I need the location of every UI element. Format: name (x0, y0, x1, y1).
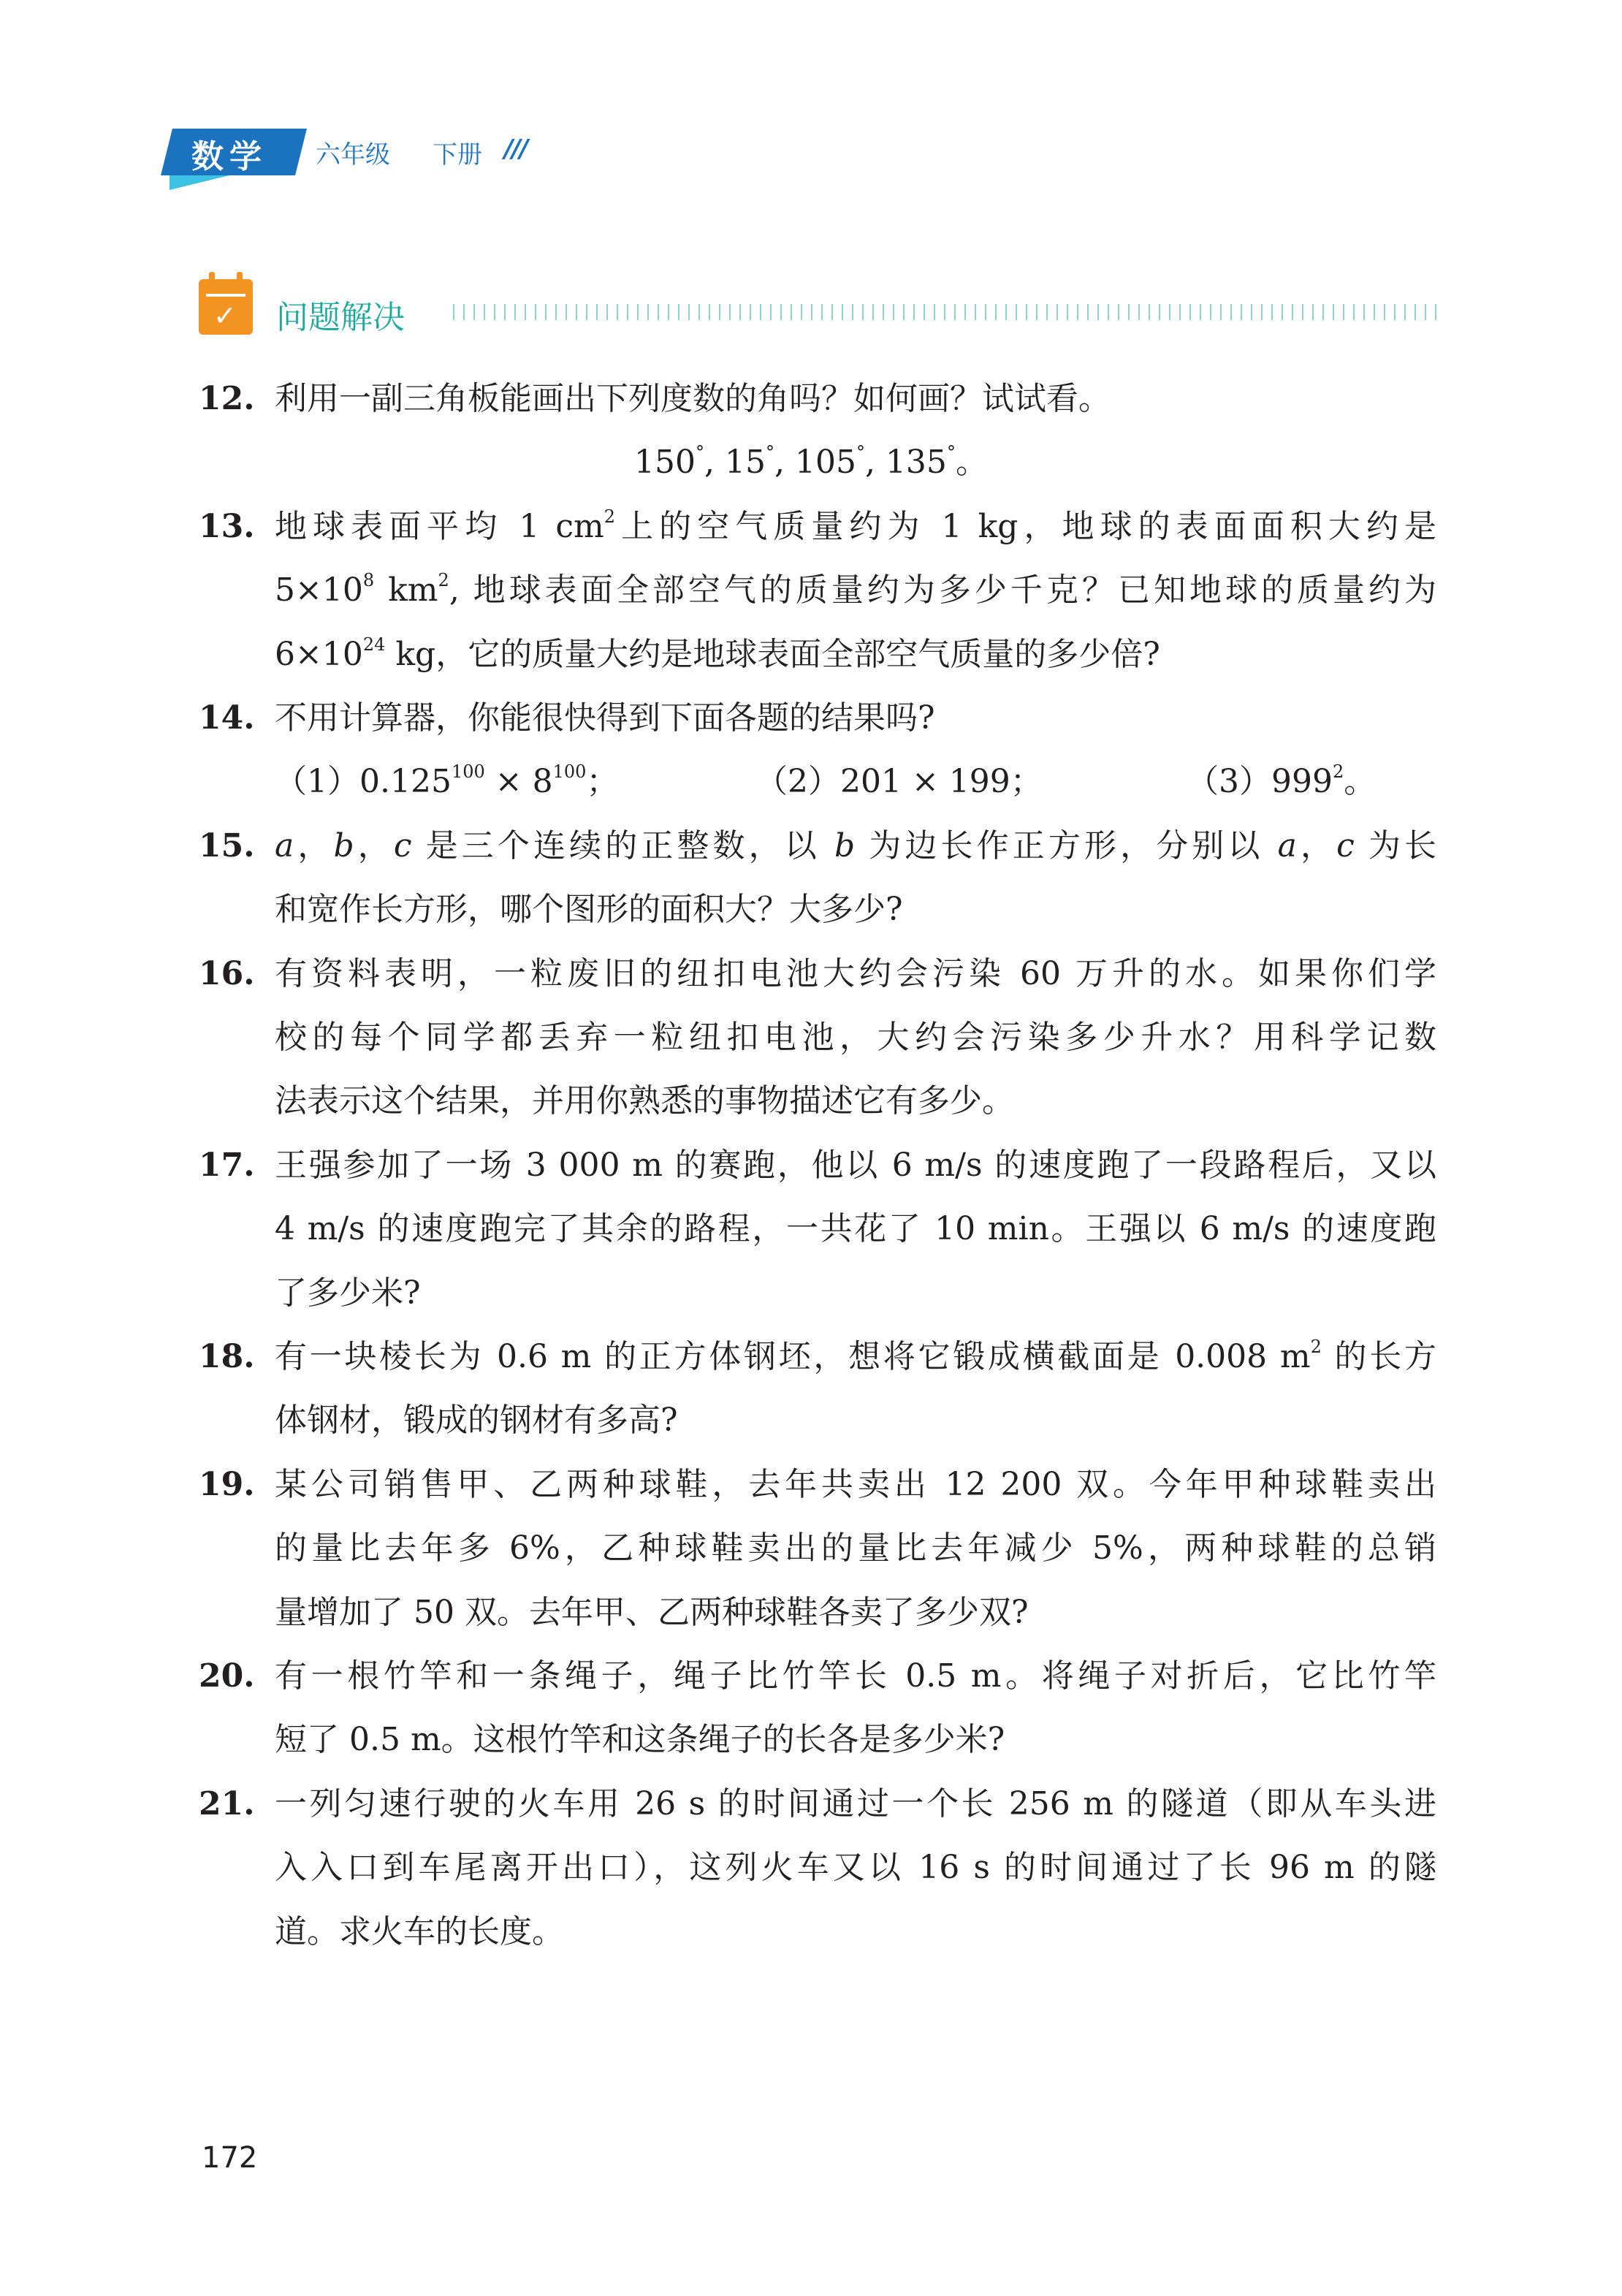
superscript: ° (856, 442, 865, 463)
superscript: 100 (451, 761, 485, 783)
text-run: 体钢材，锻成的钢材有多高? (275, 1402, 678, 1440)
text-run: 入入口到车尾离开出口），这列火车又以 16 s 的时间通过了长 96 m 的隧 (275, 1849, 1436, 1887)
text-run: b (834, 826, 856, 864)
problem-21-line (275, 1782, 1436, 1826)
problem-12-line (275, 377, 1436, 421)
problem-number: 14. (199, 699, 255, 737)
problem-number: 16. (199, 954, 255, 992)
text-run: 短了 0.5 m。这根竹竿和这条绳子的长各是多少米? (275, 1721, 1005, 1759)
text-run: , 105 (774, 444, 856, 482)
superscript: 8 (362, 570, 375, 591)
text-run: 。 (955, 444, 988, 482)
calendar-check-icon: ✓ (199, 279, 253, 335)
text-run: 不用计算器，你能很快得到下面各题的结果吗? (275, 699, 935, 737)
text-run: ， (294, 826, 334, 864)
text-run: , 135 (864, 444, 947, 482)
text-run: 利用一副三角板能画出下列度数的角吗？如何画？试试看。 (275, 380, 1111, 417)
text-run: c (1336, 826, 1355, 864)
text-run: 一列匀速行驶的火车用 26 s 的时间通过一个长 256 m 的隧道（即从车头进 (275, 1784, 1436, 1822)
problem-number: 15. (199, 826, 255, 864)
problem-14-line (275, 696, 1436, 740)
problem-number: 12. (199, 380, 255, 417)
section-title: 问题解决 (276, 299, 405, 336)
problem-18-line (275, 1335, 1436, 1379)
text-run: c (393, 826, 412, 864)
sub-question (755, 760, 1043, 804)
problem-14-line (275, 760, 1436, 804)
problem-number: 17. (199, 1146, 255, 1184)
problem-13-line (275, 633, 1436, 677)
header-volume: 下册 (433, 140, 482, 170)
text-run: km (374, 571, 438, 609)
text-run: , 地球表面全部空气的质量约为多少千克？已知地球的质量约为 (449, 571, 1436, 609)
problem-17-line (275, 1271, 1436, 1315)
text-run: 4 m/s 的速度跑完了其余的路程，一共花了 10 min。王强以 6 m/s 的速度跑 (275, 1210, 1436, 1248)
problem-number: 21. (199, 1784, 255, 1822)
text-run: 6×10 (275, 635, 363, 673)
superscript: ° (766, 442, 774, 463)
sub-question (1187, 760, 1376, 804)
superscript: 2 (438, 570, 449, 591)
text-run: （1）0.125 (275, 763, 452, 801)
text-run: 某公司销售甲、乙两种球鞋，去年共卖出 12 200 双。今年甲种球鞋卖出 (275, 1465, 1436, 1503)
text-run: 为长 (1354, 826, 1436, 864)
problem-16-line (275, 1016, 1436, 1060)
text-run: 。 (1344, 763, 1377, 801)
superscript: 100 (552, 761, 587, 783)
problem-15-line (275, 824, 1436, 868)
text-run: 5×10 (275, 571, 363, 609)
text-run: 有一根竹竿和一条绳子，绳子比竹竿长 0.5 m。将绳子对折后，它比竹竿 (275, 1657, 1436, 1695)
text-run: a (1277, 826, 1297, 864)
text-run: 量增加了 50 双。去年甲、乙两种球鞋各卖了多少双? (275, 1593, 1029, 1631)
text-run: 地球表面平均 1 cm (275, 507, 604, 545)
text-run: a (275, 826, 294, 864)
problem-18-line (275, 1399, 1436, 1442)
problem-13-line (275, 505, 1436, 549)
problem-20-line (275, 1654, 1436, 1698)
text-run: , 15 (704, 444, 766, 482)
text-run: （3）999 (1187, 763, 1333, 801)
text-run: × 8 (484, 763, 553, 801)
header-decoration: /// (504, 134, 528, 164)
text-run: 上的空气质量约为 1 kg，地球的表面面积大约是 (615, 507, 1436, 545)
problem-12-line (0, 441, 1622, 484)
text-run: ； (586, 763, 619, 801)
problem-number: 20. (199, 1657, 255, 1695)
superscript: 2 (604, 506, 616, 527)
text-run: 王强参加了一场 3 000 m 的赛跑，他以 6 m/s 的速度跑了一段路程后，又以 (275, 1146, 1436, 1184)
text-run: kg，它的质量大约是地球表面全部空气质量的多少倍? (385, 635, 1160, 673)
text-run: 的量比去年多 6%，乙种球鞋卖出的量比去年减少 5%，两种球鞋的总销 (275, 1529, 1436, 1567)
text-run: ， (354, 826, 394, 864)
problem-number: 13. (199, 507, 255, 545)
text-run: 为边长作正方形，分别以 (855, 826, 1278, 864)
text-run: 校的每个同学都丢弃一粒纽扣电池，大约会污染多少升水？用科学记数 (275, 1019, 1436, 1056)
problem-17-line (275, 1144, 1436, 1187)
problem-number: 19. (199, 1465, 255, 1503)
text-run: 是三个连续的正整数，以 (411, 826, 834, 864)
problem-16-line (275, 952, 1436, 996)
page-number: 172 (202, 2141, 258, 2175)
text-run: 道。求火车的长度。 (275, 1912, 564, 1950)
text-run: 了多少米? (275, 1274, 421, 1312)
text-run: b (333, 826, 354, 864)
superscript: 2 (1310, 1337, 1322, 1357)
superscript: 2 (1332, 761, 1344, 783)
text-run: ， (1296, 826, 1337, 864)
problem-21-line (275, 1910, 1436, 1954)
problem-number: 18. (199, 1338, 255, 1375)
superscript: 24 (362, 634, 386, 655)
problem-21-line (275, 1846, 1436, 1890)
text-run: 150 (634, 444, 696, 482)
header-subject: 数学 (191, 138, 267, 175)
problem-15-line (275, 888, 1436, 932)
problem-13-line (275, 569, 1436, 612)
section-divider (453, 304, 1441, 320)
problem-19-line (275, 1463, 1436, 1507)
problem-19-line (275, 1591, 1436, 1635)
text-run: 的长方 (1321, 1338, 1436, 1375)
problem-20-line (275, 1718, 1436, 1762)
text-run: 有一块棱长为 0.6 m 的正方体钢坯，想将它锻成横截面是 0.008 m (275, 1338, 1311, 1375)
header-grade: 六年级 (316, 140, 390, 170)
text-run: （2）201 × 199； (755, 763, 1043, 801)
problem-17-line (275, 1207, 1436, 1251)
superscript: ° (946, 442, 956, 463)
text-run: 法表示这个结果，并用你熟悉的事物描述它有多少。 (275, 1082, 1014, 1120)
problem-16-line (275, 1079, 1436, 1123)
text-run: 有资料表明，一粒废旧的纽扣电池大约会污染 60 万升的水。如果你们学 (275, 954, 1436, 992)
problem-19-line (275, 1527, 1436, 1570)
text-run: 和宽作长方形，哪个图形的面积大？大多少? (275, 891, 903, 929)
superscript: ° (696, 442, 705, 463)
